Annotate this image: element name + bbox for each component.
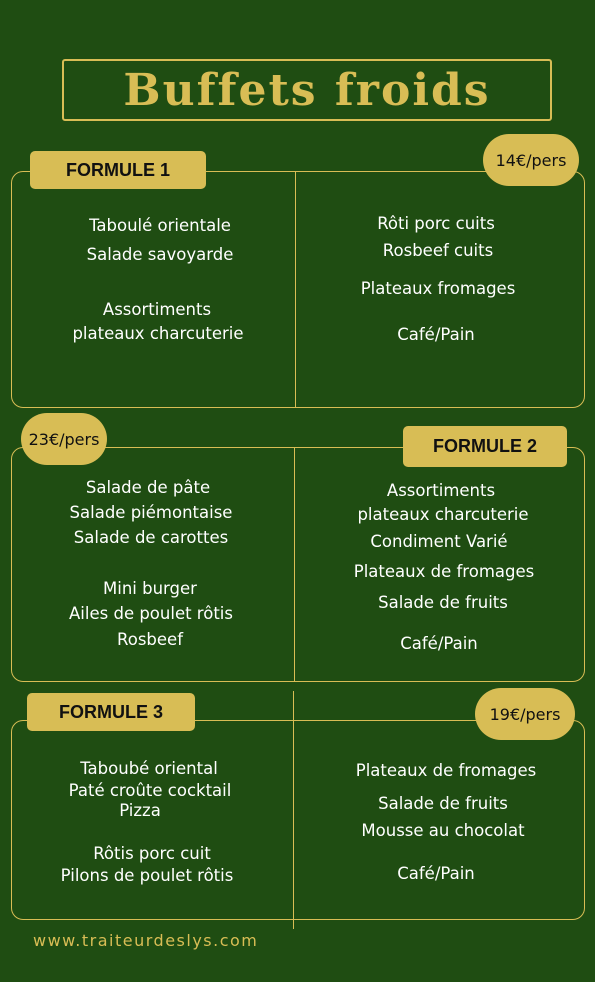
formule-3-price: 19€/pers: [475, 688, 575, 740]
formule-1-left-item: plateaux charcuterie: [72, 324, 244, 343]
formule-2-left-item: Salade de carottes: [73, 528, 229, 547]
formule-2-right-item: plateaux charcuterie: [357, 505, 529, 524]
formule-1-right-item: Rosbeef cuits: [382, 241, 494, 260]
formule-2-price: 23€/pers: [21, 413, 107, 465]
formule-1-price: 14€/pers: [483, 134, 579, 186]
formule-1-badge: FORMULE 1: [30, 151, 206, 189]
formule-3-right-item: Café/Pain: [397, 864, 475, 883]
formule-1-right-item: Café/Pain: [397, 325, 475, 344]
page-title: Buffets froids: [123, 64, 491, 116]
title-box: [62, 59, 552, 121]
formule-3-right-item: Plateaux de fromages: [355, 761, 537, 780]
formule-3-left-item: Pizza: [119, 801, 161, 820]
formule-3-panel: [11, 720, 585, 920]
formule-2-left-item: Ailes de poulet rôtis: [69, 604, 233, 623]
formule-3-left-item: Taboubé oriental: [80, 759, 218, 778]
formule-1-left-item: Taboulé orientale: [89, 216, 231, 235]
formule-2-left-item: Salade piémontaise: [69, 503, 233, 522]
formule-3-badge: FORMULE 3: [27, 693, 195, 731]
formule-1-left-item: Assortiments: [102, 300, 212, 319]
formule-2-left-item: Salade de pâte: [85, 478, 211, 497]
formule-3-right-item: Mousse au chocolat: [361, 821, 525, 840]
formule-2-right-item: Salade de fruits: [378, 593, 508, 612]
formule-2-left-item: Mini burger: [103, 579, 197, 598]
formule-2-left-item: Rosbeef: [117, 630, 183, 649]
formule-2-right-item: Café/Pain: [400, 634, 478, 653]
formule-2-right-item: Plateaux de fromages: [353, 562, 535, 581]
formule-1-divider: [295, 172, 296, 407]
formule-1-right-item: Plateaux fromages: [360, 279, 516, 298]
website-link[interactable]: www.traiteurdeslys.com: [33, 931, 259, 950]
formule-3-left-item: Paté croûte cocktail: [68, 781, 232, 800]
formule-3-divider: [293, 691, 294, 929]
formule-2-right-item: Assortiments: [386, 481, 496, 500]
formule-2-divider: [294, 448, 295, 681]
formule-1-left-item: Salade savoyarde: [86, 245, 234, 264]
formule-3-right-item: Salade de fruits: [378, 794, 508, 813]
formule-2-right-item: Condiment Varié: [370, 532, 508, 551]
formule-1-right-item: Rôti porc cuits: [377, 214, 495, 233]
formule-3-left-item: Pilons de poulet rôtis: [60, 866, 234, 885]
formule-3-left-item: Rôtis porc cuit: [93, 844, 211, 863]
formule-2-badge: FORMULE 2: [403, 426, 567, 467]
